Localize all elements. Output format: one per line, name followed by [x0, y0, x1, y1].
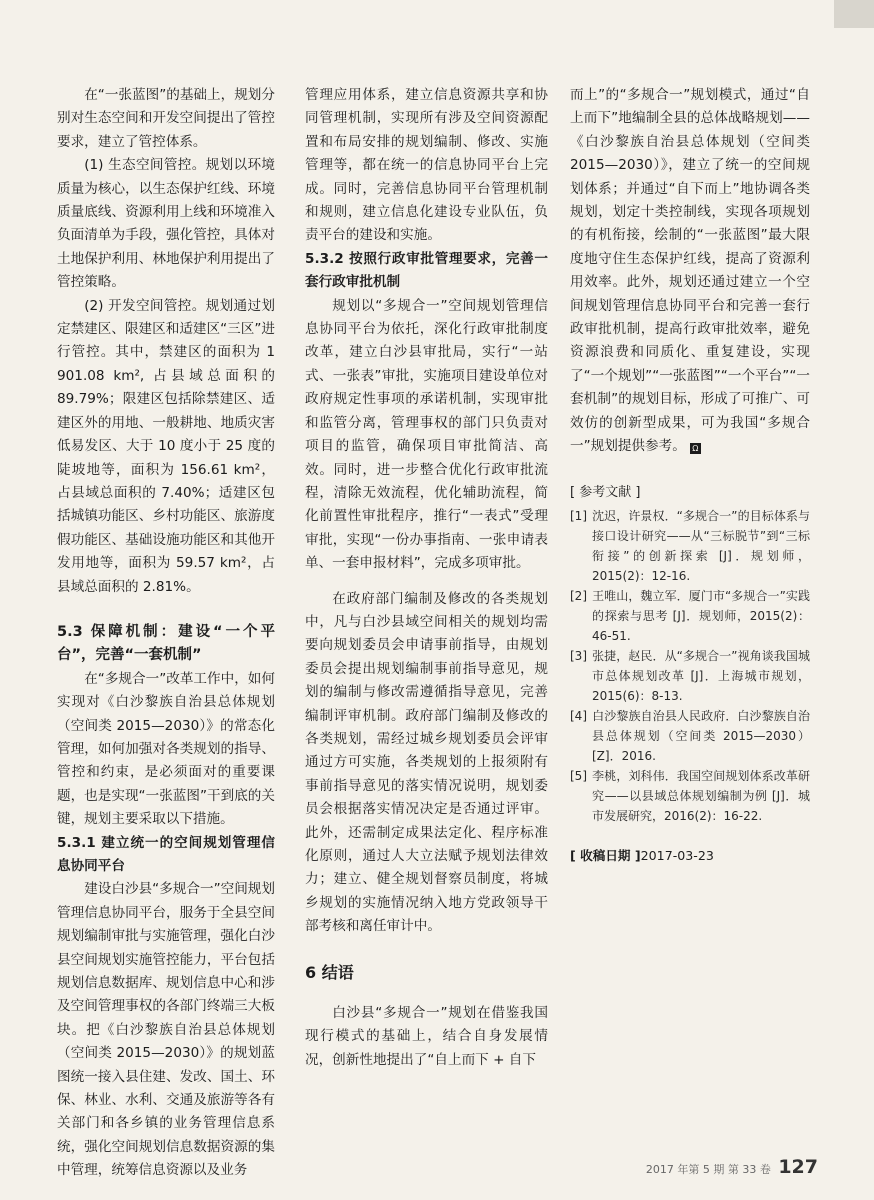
paragraph: 白沙县“多规合一”规划在借鉴我国现行模式的基础上，结合自身发展情况，创新性地提出了“自上而下 + 自下	[305, 1005, 548, 1068]
section-heading-6: 6 结语	[305, 962, 354, 982]
reference-item	[570, 646, 810, 706]
column-1	[57, 84, 275, 1183]
page-number: 127	[778, 1156, 818, 1178]
paragraph: 在“一张蓝图”的基础上，规划分别对生态空间和开发空间提出了管控要求，建立了管控体系。	[57, 87, 275, 150]
corner-decoration	[834, 0, 874, 28]
paragraph: 建设白沙县“多规合一”空间规划管理信息协同平台，服务于全县空间规划编制审批与实施管理，强化白沙县空间规划实施管控能力，平台包括规划信息数据库、规划信息中心和涉及空间管理事权的各部门终端三大板块。把《白沙黎族自治县总体规划（空间类 2015—2030）》的规划蓝图统一接入县住建、发改、国土、环保、林业、水利、交通及旅游等各有关部门和各乡镇的业务管理信息系统，强化空间规划信息数据资源的集中管理，统筹信息资源以及业务	[57, 881, 275, 1179]
reference-list	[570, 506, 810, 826]
page-footer	[646, 1156, 818, 1178]
section-heading-5-3-2: 5.3.2 按照行政审批管理要求，完善一套行政审批机制	[305, 250, 548, 291]
reference-text: 沈迟，许景权．“多规合一”的目标体系与接口设计研究——从“三标脱节”到“三标衔接”的创新探索 [J]．规划师，2015(2)：12-16.	[592, 508, 810, 583]
reference-number: [5]	[570, 768, 587, 783]
reference-number: [2]	[570, 588, 587, 603]
paragraph: (1) 生态空间管控。规划以环境质量为核心，以生态保护红线、环境质量底线、资源利用上线和环境准入负面清单为手段，强化管控，具体对土地保护利用、林地保护利用提出了管控策略。	[57, 157, 275, 291]
reference-number: [4]	[570, 708, 587, 723]
reference-number: [1]	[570, 508, 587, 523]
reference-number: [3]	[570, 648, 587, 663]
reference-text: 白沙黎族自治县人民政府．白沙黎族自治县总体规划（空间类 2015—2030）[Z]．2016.	[592, 708, 810, 763]
paragraph: 在“多规合一”改革工作中，如何实现对《白沙黎族自治县总体规划（空间类 2015—2030）》的常态化管理，如何加强对各类规划的指导、管控和约束，是必须面对的重要课题，也是实现“一张蓝图”干到底的关键，规划主要采取以下措施。	[57, 670, 275, 828]
paragraph: (2) 开发空间管控。规划通过划定禁建区、限建区和适建区“三区”进行管控。其中，禁建区的面积为 1 901.08 km², 占县域总面积的 89.79%；限建区包括除禁建区、适建区外的用地、一般耕地、地质灾害低易发区、大于 10 度小于 25 度的陡坡地等，面积为 156.61 km²，占县域总面积的 7.40%；适建区包括城镇功能区、乡村功能区、旅游度假功能区、基础设施功能区和其他开发用地等，面积为 59.57 km²，占县域总面积的 2.81%。	[57, 297, 275, 595]
reference-text: 李桃，刘科伟．我国空间规划体系改革研究——以县域总体规划编制为例 [J]．城市发展研究，2016(2)：16-22.	[592, 768, 810, 823]
received-value: 2017-03-23	[640, 847, 714, 863]
received-date	[570, 844, 810, 867]
article-end-icon: Ω	[690, 443, 701, 454]
references-title: [ 参考文献 ]	[570, 484, 641, 500]
issue-info: 2017 年第 5 期 第 33 卷	[645, 1163, 771, 1176]
paragraph: 管理应用体系，建立信息资源共享和协同管理机制，实现所有涉及空间资源配置和布局安排的规划编制、修改、实施管理等，都在统一的信息协同平台上完成。同时，完善信息协同平台管理机制和规则，建立信息化建设专业队伍，负责平台的建设和实施。	[305, 87, 548, 244]
reference-item	[570, 506, 810, 586]
reference-item	[570, 586, 810, 646]
section-heading-5-3: 5.3 保障机制：建设“一个平台”，完善“一套机制”	[57, 623, 275, 664]
paragraph	[570, 84, 810, 459]
column-3	[570, 84, 810, 867]
reference-item	[570, 706, 810, 766]
paragraph: 在政府部门编制及修改的各类规划中，凡与白沙县域空间相关的规划均需要向规划委员会申请事前指导，由规划委员会提出规划编制事前指导意见，规划的编制与修改需遵循指导意见，完善编制评审机制。政府部门编制及修改的各类规划，需经过城乡规划委员会评审通过方可实施，各类规划的上报须附有事前指导意见的落实情况说明，规划委员会根据落实情况决定是否通过评审。此外，还需制定成果法定化、程序标准化原则，通过人大立法赋予规划法律效力；建立、健全规划督察员制度，将城乡规划的实施情况纳入地方党政领导干部考核和离任审计中。	[305, 590, 548, 935]
reference-text: 张捷，赵民．从“多规合一”视角谈我国城市总体规划改革 [J]．上海城市规划，2015(6)：8-13.	[592, 648, 810, 703]
paragraph: 规划以“多规合一”空间规划管理信息协同平台为依托，深化行政审批制度改革，建立白沙县审批局，实行“一站式、一张表”审批，实施项目建设单位对政府规定性事项的承诺机制，实现审批和监管分离，管理事权的部门只负责对项目的监管，确保项目审批简洁、高效。同时，进一步整合优化行政审批流程，清除无效流程，优化辅助流程，简化前置性审批程序，推行“一表式”受理审批，实现“一份办事指南、一张申请表单、一套申报材料”，完成多项审批。	[305, 297, 548, 572]
reference-item	[570, 766, 810, 826]
reference-text: 王唯山，魏立军．厦门市“多规合一”实践的探索与思考 [J]．规划师，2015(2)：46-51.	[592, 588, 810, 643]
column-2	[305, 84, 548, 1072]
section-heading-5-3-1: 5.3.1 建立统一的空间规划管理信息协同平台	[57, 834, 275, 874]
received-label: [ 收稿日期 ]	[570, 847, 641, 863]
paragraph-text: 而上”的“多规合一”规划模式，通过“自上而下”地编制全县的总体战略规划——《白沙黎族自治县总体规划（空间类 2015—2030）》，建立了统一的空间规划体系；并通过“自下而上”地协调各类规划，划定十类控制线，实现各项规划的有机衔接，绘制的“一张蓝图”最大限度地守住生态保护红线，提高了资源利用效率。此外，规划还通过建立一个空间规划管理信息协同平台和完善一套行政审批机制，提高行政审批效率，避免资源浪费和同质化、重复建设，实现了“一个规划”“一张蓝图”“一个平台”“一套机制”的规划目标，形成了可推广、可效仿的创新型成果，可为我国“多规合一”规划提供参考。	[570, 87, 810, 455]
